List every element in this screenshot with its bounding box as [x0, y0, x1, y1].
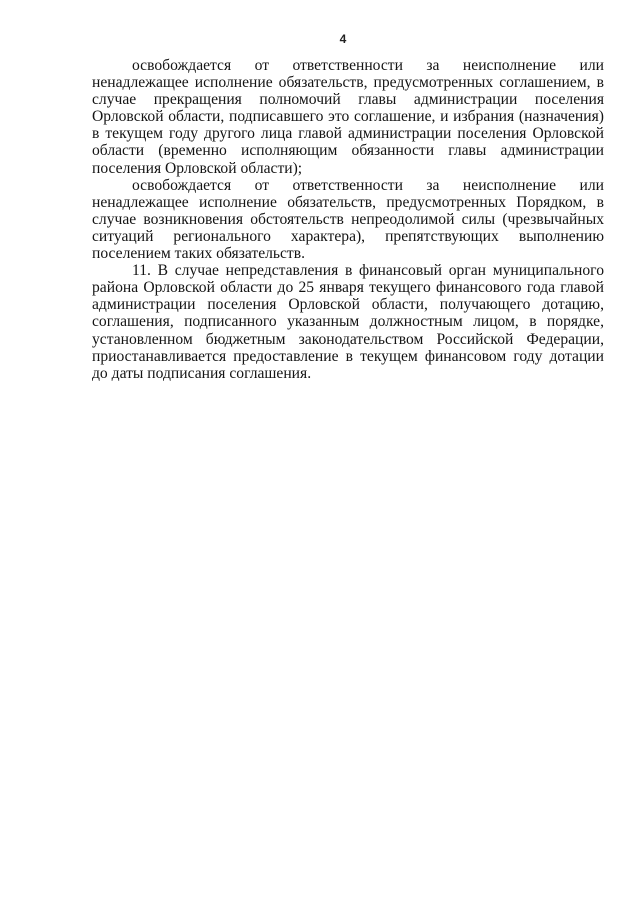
document-body [92, 57, 604, 382]
paragraph-force-majeure-emergency: освобождается от ответственности за неисполнение или ненадлежащее исполнение обязательств, предусмотренных Порядком, в случае возникновения обстоятельств непреодолимой силы (чрезвычайных ситуаций регионального характера), препятствующих выполнению поселением таких обязательств. [92, 176, 604, 263]
paragraph-force-majeure-termination: освобождается от ответственности за неисполнение или ненадлежащее исполнение обязательств, предусмотренных соглашением, в случае прекращения полномочий главы администрации поселения Орловской области, подписавшего это соглашение, и избрания (назначения) в текущем году другого лица главой администрации поселения Орловской области (временно исполняющим обязанности главы администрации поселения Орловской области); [92, 57, 604, 177]
paragraph-clause-11: 11. В случае непредставления в финансовый орган муниципального района Орловской области до 25 января текущего финансового года главой администрации поселения Орловской области, получающего дотацию, соглашения, подписанного указанным должностным лицом, в порядке, установленном бюджетным законодательством Российской Федерации, приостанавливается предоставление в текущем финансовом году дотации до даты подписания соглашения. [92, 262, 604, 382]
page-number: 4 [339, 32, 347, 46]
